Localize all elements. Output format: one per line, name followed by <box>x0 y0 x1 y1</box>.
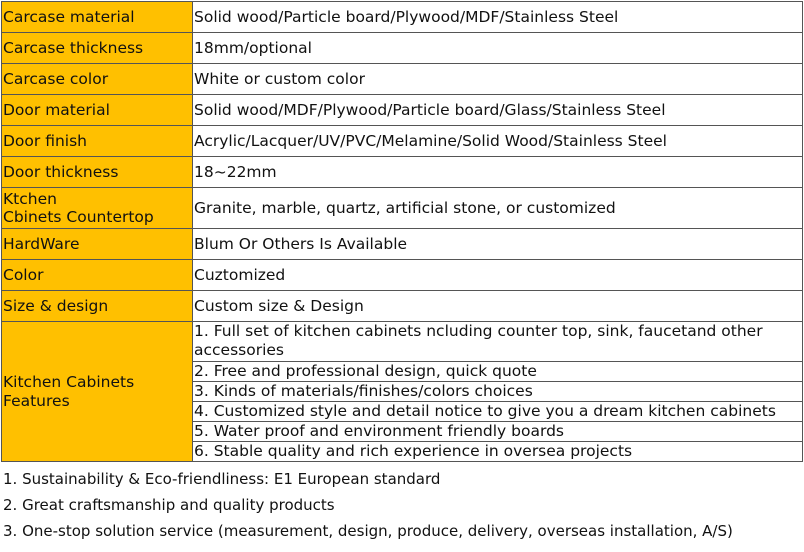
row-value-carcase-color: White or custom color <box>193 64 803 95</box>
features-list <box>193 322 803 462</box>
note-item: 2. Great craftsmanship and quality products <box>3 496 335 514</box>
row-label-door-thickness: Door thickness <box>2 157 193 188</box>
table-row <box>2 126 803 157</box>
row-value-countertop: Granite, marble, quartz, artificial stone, or customized <box>193 188 803 229</box>
features-label: Kitchen Cabinets Features <box>2 322 193 462</box>
table-row-features <box>2 322 803 462</box>
row-label-carcase-material: Carcase material <box>2 2 193 33</box>
table-row <box>2 157 803 188</box>
row-label-door-finish: Door finish <box>2 126 193 157</box>
table-row <box>2 95 803 126</box>
feature-item: 4. Customized style and detail notice to give you a dream kitchen cabinets <box>193 402 802 422</box>
feature-item: 5. Water proof and environment friendly boards <box>193 422 802 442</box>
row-label-door-material: Door material <box>2 95 193 126</box>
row-value-door-material: Solid wood/MDF/Plywood/Particle board/Glass/Stainless Steel <box>193 95 803 126</box>
table-row <box>2 2 803 33</box>
feature-item: 1. Full set of kitchen cabinets ncluding counter top, sink, faucetand other accessories <box>193 322 802 362</box>
feature-item: 2. Free and professional design, quick quote <box>193 362 802 382</box>
table-row <box>2 229 803 260</box>
row-value-carcase-material: Solid wood/Particle board/Plywood/MDF/Stainless Steel <box>193 2 803 33</box>
table-row <box>2 64 803 95</box>
table-row <box>2 260 803 291</box>
row-label-countertop-line2: Cbinets Countertop <box>3 208 154 226</box>
row-label-countertop <box>2 188 193 229</box>
row-label-color: Color <box>2 260 193 291</box>
row-value-carcase-thickness: 18mm/optional <box>193 33 803 64</box>
notes-list <box>3 466 733 544</box>
note-item: 1. Sustainability & Eco-friendliness: E1 European standard <box>3 470 441 488</box>
row-label-size-design: Size & design <box>2 291 193 322</box>
table-row <box>2 33 803 64</box>
row-value-door-thickness: 18~22mm <box>193 157 803 188</box>
note-item: 3. One-stop solution service (measurement, design, produce, delivery, overseas installation, A/S) <box>3 522 733 540</box>
table-row <box>2 291 803 322</box>
spec-table <box>1 1 803 462</box>
row-label-carcase-color: Carcase color <box>2 64 193 95</box>
table-row <box>2 188 803 229</box>
row-value-size-design: Custom size & Design <box>193 291 803 322</box>
row-label-hardware: HardWare <box>2 229 193 260</box>
row-value-door-finish: Acrylic/Lacquer/UV/PVC/Melamine/Solid Wood/Stainless Steel <box>193 126 803 157</box>
feature-item: 6. Stable quality and rich experience in oversea projects <box>194 442 633 460</box>
feature-item: 3. Kinds of materials/finishes/colors choices <box>193 382 802 402</box>
row-label-carcase-thickness: Carcase thickness <box>2 33 193 64</box>
row-value-color: Cuztomized <box>193 260 803 291</box>
row-value-hardware: Blum Or Others Is Available <box>193 229 803 260</box>
row-label-countertop-line1: Ktchen <box>3 190 57 208</box>
